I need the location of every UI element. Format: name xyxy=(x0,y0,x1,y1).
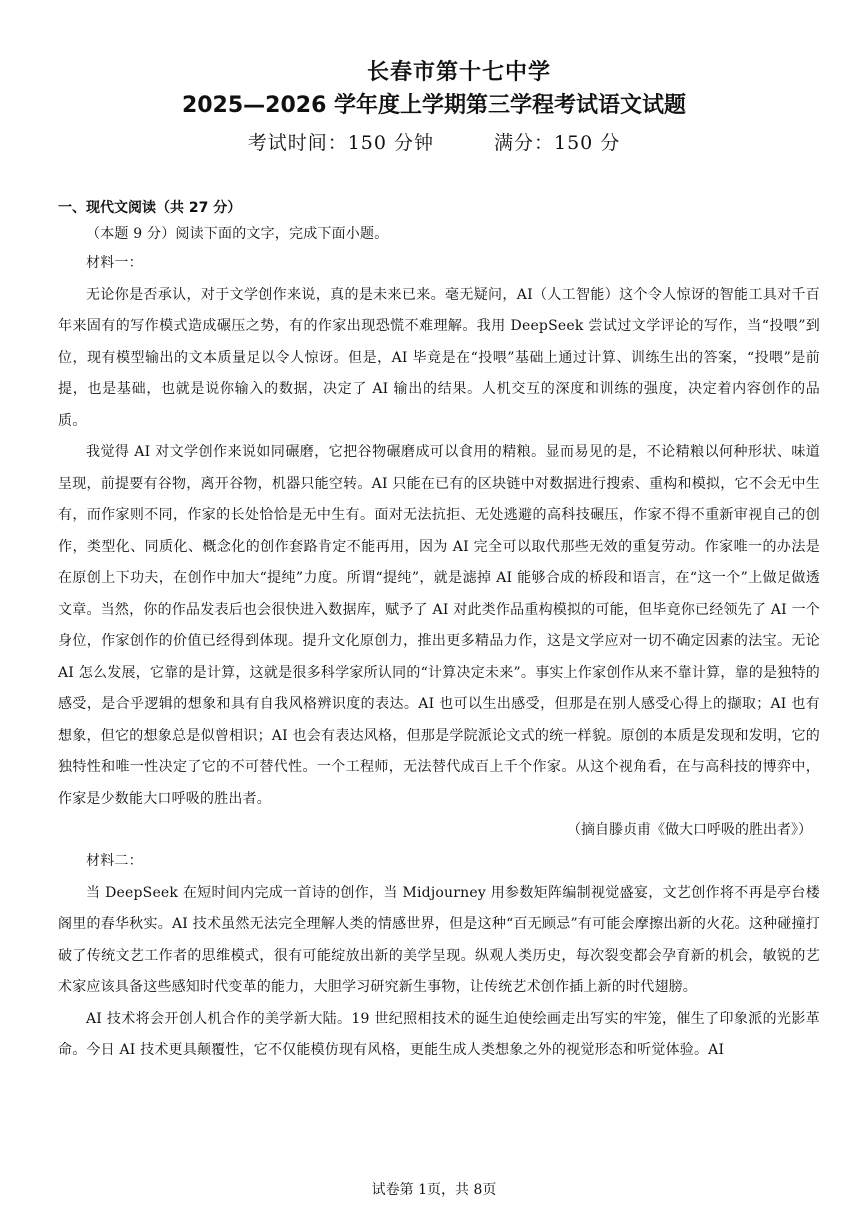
material1-paragraph-1: 无论你是否承认，对于文学创作来说，真的是未来已来。毫无疑问，AI（人工智能）这个令人惊讶的智能工具对千百年来固有的写作模式造成碾压之势，有的作家出现恐慌不难理解。我用 DeepSeek 尝试过文学评论的写作，当“投喂”到位，现有模型输出的文本质量足以令人惊讶。但是，AI 毕竟是在“投喂”基础上通过计算、训练生出的答案，“投喂”是前提，也是基础，也就是说你输入的数据，决定了 AI 输出的结果。人机交互的深度和训练的强度，决定着内容创作的品质。 xyxy=(58,286,820,429)
exam-time: 考试时间：150 分钟 xyxy=(247,132,434,154)
material1-paragraph-2: 我觉得 AI 对文学创作来说如同碾磨，它把谷物碾磨成可以食用的精粮。显而易见的是，不论精粮以何种形状、味道呈现，前提要有谷物，离开谷物，机器只能空转。AI 只能在已有的区块链中对数据进行搜索、重构和模拟，它不会无中生有，而作家则不同，作家的长处恰恰是无中生有。面对无法抗拒、无处逃避的高科技碾压，作家不得不重新审视自己的创作，类型化、同质化、概念化的创作套路肯定不能再用，因为 AI 完全可以取代那些无效的重复劳动。作家唯一的办法是在原创上下功夫，在创作中加大“提纯”力度。所谓“提纯”，就是滤掉 AI 能够合成的桥段和语言，在“这一个”上做足做透文章。当然，你的作品发表后也会很快进入数据库，赋予了 AI 对此类作品重构模拟的可能，但毕竟你已经领先了 AI 一个身位，作家创作的价值已经得到体现。提升文化原创力，推出更多精品力作，这是文学应对一切不确定因素的法宝。无论 AI 怎么发展，它靠的是计算，这就是很多科学家所认同的“计算决定未来”。事实上作家创作从来不靠计算，靠的是独特的感受，是合乎逻辑的想象和具有自我风格辨识度的表达。AI 也可以生出感受，但那是在别人感受心得上的撷取；AI 也有想象，但它的想象总是似曾相识；AI 也会有表达风格，但那是学院派论文式的统一样貌。原创的本质是发现和发明，它的独特性和唯一性决定了它的不可替代性。一个工程师，无法替代成百上千个作家。从这个视角看，在与高科技的博弈中，作家是少数能大口呼吸的胜出者。 xyxy=(58,444,820,807)
material2-label: 材料二： xyxy=(86,853,143,869)
material1-source: （摘自滕贞甫《做大口呼吸的胜出者》） xyxy=(567,822,812,838)
page-footer: 试卷第 1页，共 8页 xyxy=(371,1182,497,1198)
material2-paragraph-1: 当 DeepSeek 在短时间内完成一首诗的创作，当 Midjourney 用参数矩阵编制视觉盛宴，文艺创作将不再是亭台楼阁里的春华秋实。AI 技术虽然无法完全理解人类的情感世界，但是这种“百无顾忌”有可能会摩擦出新的火花。这种碰撞打破了传统文艺工作者的思维模式，很有可能绽放出新的美学呈现。纵观人类历史，每次裂变都会孕育新的机会，敏锐的艺术家应该具备这些感知时代变革的能力，大胆学习研究新生事物，让传统艺术创作插上新的时代翅膀。 xyxy=(58,884,820,995)
section-heading: 一、现代文阅读（共 27 分） xyxy=(58,200,242,216)
material2-paragraph-2: AI 技术将会开创人机合作的美学新大陆。19 世纪照相技术的诞生迫使绘画走出写实的牢笼，催生了印象派的光影革命。今日 AI 技术更具颠覆性，它不仅能模仿现有风格，更能生成人类想象之外的视觉形态和听觉体验。AI xyxy=(58,1010,820,1058)
school-name: 长春市第十七中学 xyxy=(366,60,551,85)
exam-header xyxy=(0,58,868,158)
question-instruction: （本题 9 分）阅读下面的文字，完成下面小题。 xyxy=(86,226,389,242)
full-score: 满分：150 分 xyxy=(494,132,621,154)
exam-title: 2025—2026 学年度上学期第三学程考试语文试题 xyxy=(181,93,687,118)
material1-label: 材料一： xyxy=(86,255,143,271)
exam-content xyxy=(58,196,820,1067)
exam-info xyxy=(0,128,868,158)
